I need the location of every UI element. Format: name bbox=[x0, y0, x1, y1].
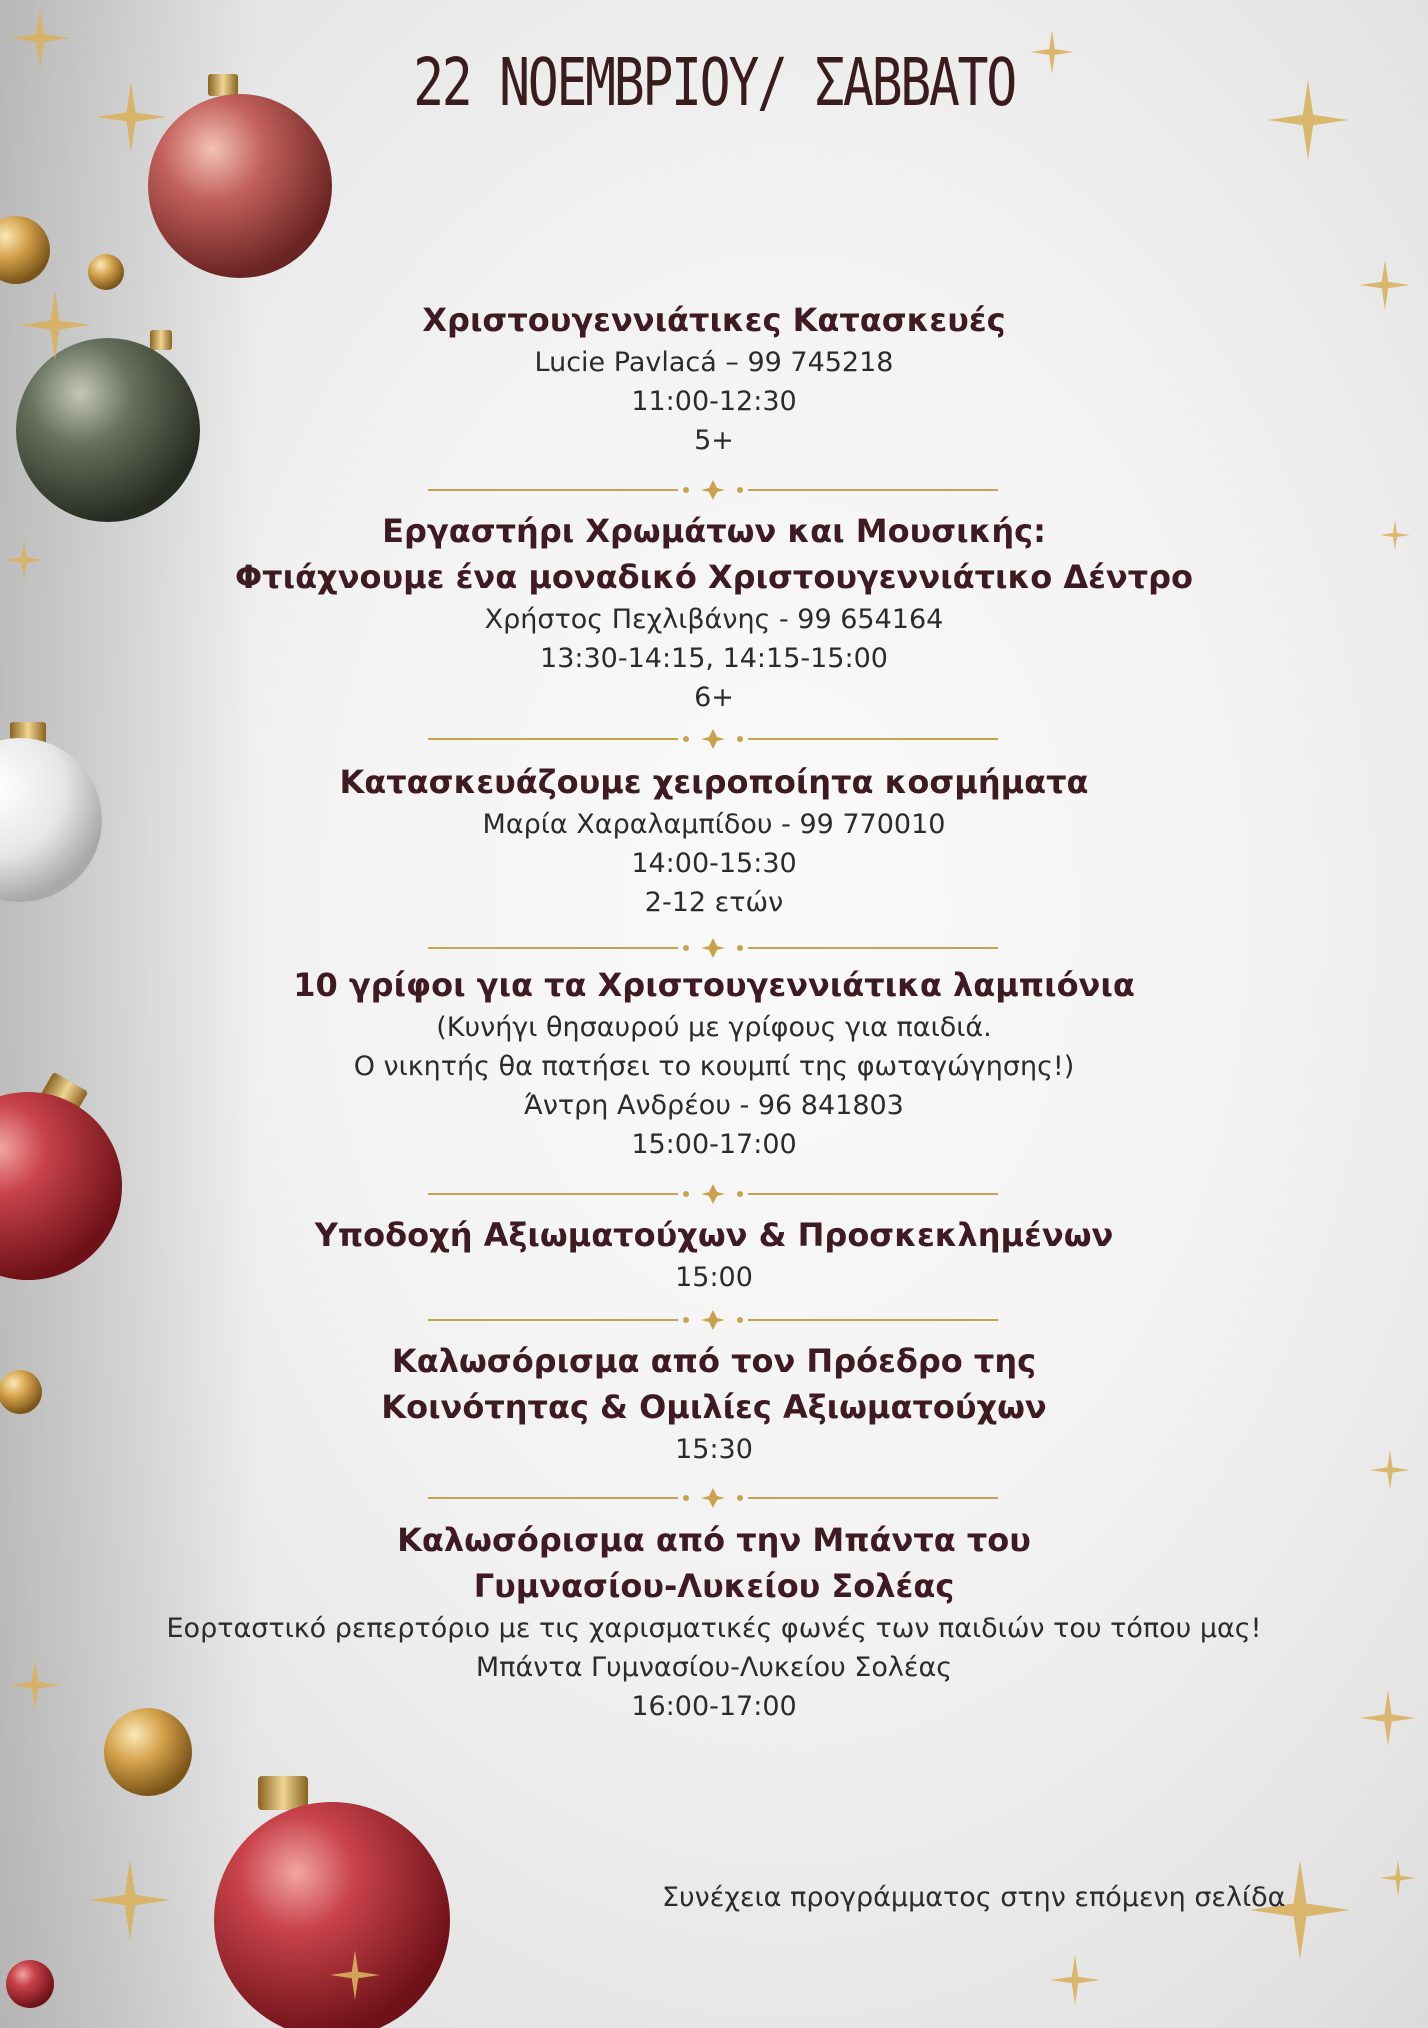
event-officials-reception bbox=[0, 1212, 1428, 1297]
event-contact: Lucie Pavlacá – 99 745218 bbox=[534, 347, 894, 378]
event-heading: Υποδοχή Αξιωματούχων & Προσκεκλημένων bbox=[314, 1216, 1114, 1254]
event-time: 13:30-14:15, 14:15-15:00 bbox=[540, 643, 888, 674]
event-time: 16:00-17:00 bbox=[631, 1691, 797, 1722]
event-age: 2-12 ετών bbox=[644, 887, 784, 918]
event-time: 15:00 bbox=[675, 1262, 753, 1293]
event-heading-line-1: Εργαστήρι Χρωμάτων και Μουσικής: bbox=[382, 512, 1046, 550]
event-heading-line-2: Φτιάχνουμε ένα μοναδικό Χριστουγεννιάτικο Δέντρο bbox=[234, 558, 1194, 596]
ornamental-divider bbox=[428, 727, 998, 751]
event-treasure-hunt bbox=[0, 962, 1428, 1164]
event-time: 15:00-17:00 bbox=[631, 1129, 797, 1160]
event-time: 11:00-12:30 bbox=[631, 386, 797, 417]
ornamental-divider bbox=[428, 478, 998, 502]
event-heading: Χριστουγεννιάτικες Κατασκευές bbox=[422, 301, 1006, 339]
ornamental-divider bbox=[428, 1486, 998, 1510]
event-description: Εορταστικό ρεπερτόριο με τις χαρισματικές φωνές των παιδιών του τόπου μας! bbox=[166, 1613, 1262, 1644]
event-heading-line-1: Καλωσόρισμα από τον Πρόεδρο της bbox=[391, 1342, 1037, 1380]
event-description-line-2: Ο νικητής θα πατήσει το κουμπί της φωταγώγησης!) bbox=[353, 1051, 1075, 1082]
event-time: 14:00-15:30 bbox=[631, 848, 797, 879]
event-heading-line-2: Κοινότητας & Ομιλίες Αξιωματούχων bbox=[381, 1388, 1047, 1426]
event-age: 5+ bbox=[694, 425, 734, 456]
event-heading-line-1: Καλωσόρισμα από την Μπάντα του bbox=[397, 1521, 1031, 1559]
event-time: 15:30 bbox=[675, 1434, 753, 1465]
event-age: 6+ bbox=[694, 682, 734, 713]
event-color-music-workshop bbox=[0, 508, 1428, 717]
event-performer: Μπάντα Γυμνασίου-Λυκείου Σολέας bbox=[475, 1652, 953, 1683]
event-contact: Άντρη Ανδρέου - 96 841803 bbox=[524, 1090, 904, 1121]
ornamental-divider bbox=[428, 1308, 998, 1332]
event-president-welcome bbox=[0, 1338, 1428, 1469]
ornamental-divider bbox=[428, 1182, 998, 1206]
event-heading: Κατασκευάζουμε χειροποίητα κοσμήματα bbox=[339, 763, 1089, 801]
ornamental-divider bbox=[428, 936, 998, 960]
event-school-band bbox=[0, 1517, 1428, 1726]
page-title: 22 ΝΟΕΜΒΡΙΟΥ/ ΣΑΒΒΑΤΟ bbox=[413, 44, 1015, 121]
event-christmas-crafts bbox=[0, 297, 1428, 460]
event-contact: Μαρία Χαραλαμπίδου - 99 770010 bbox=[482, 809, 946, 840]
event-heading-line-2: Γυμνασίου-Λυκείου Σολέας bbox=[473, 1567, 955, 1605]
event-heading: 10 γρίφοι για τα Χριστουγεννιάτικα λαμπιόνια bbox=[293, 966, 1135, 1004]
event-description-line-1: (Κυνήγι θησαυρού με γρίφους για παιδιά. bbox=[436, 1012, 992, 1043]
event-handmade-jewelry bbox=[0, 759, 1428, 922]
continued-next-page-note: Συνέχεια προγράμματος στην επόμενη σελίδα bbox=[662, 1882, 1286, 1913]
event-contact: Χρήστος Πεχλιβάνης - 99 654164 bbox=[484, 604, 944, 635]
